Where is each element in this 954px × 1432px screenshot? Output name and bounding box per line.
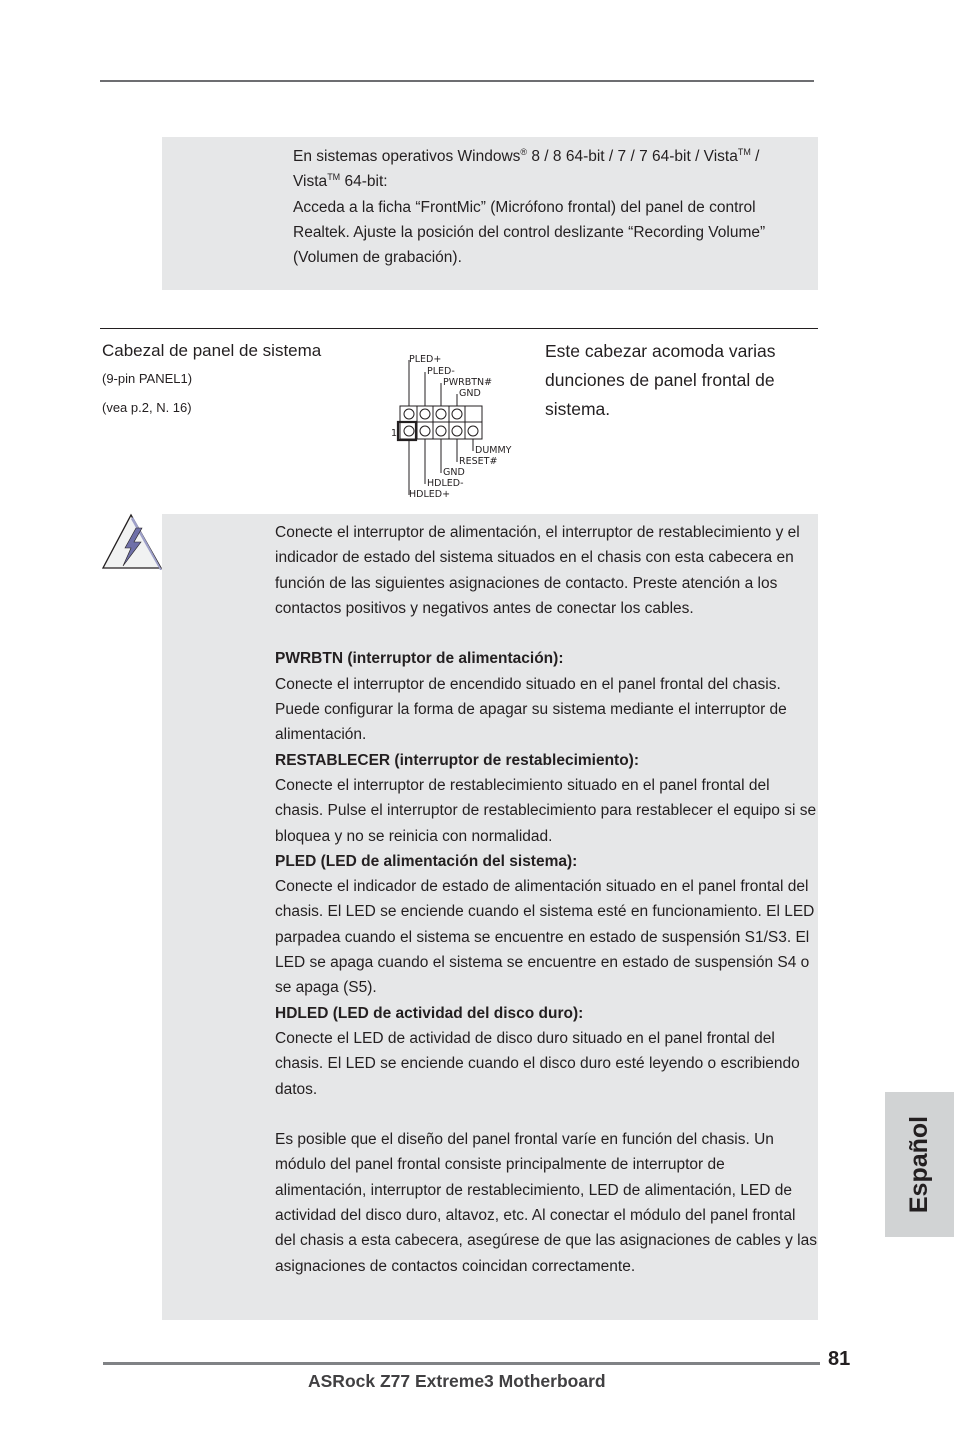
footer-title: ASRock Z77 Extreme3 Motherboard — [308, 1371, 606, 1391]
hdled-paragraph: Conecte el LED de actividad de disco duro situado en el panel frontal del chasis. El LED se enciende cuando el disco duro esté leyendo o escribiendo datos. — [275, 1029, 800, 1098]
os-line: En sistemas operativos Windows® 8 / 8 64-bit / 7 / 7 64-bit / Vista™ / Vista™ 64-bit: — [293, 147, 760, 191]
pin-label-hdled-plus: HDLED+ — [409, 489, 451, 500]
page-number: 81 — [828, 1348, 851, 1370]
recording-instructions: Acceda a la ficha “FrontMic” (Micrófono frontal) del panel de control Realtek. Ajuste la posición del control deslizante “Recording Volume” (Volumen de grabación). — [293, 198, 766, 267]
section-description: Este cabezar acomoda varias dunciones de panel frontal de sistema. — [545, 341, 776, 419]
pin-label-reset: RESET# — [459, 456, 498, 467]
pin-one-marker: 1 — [391, 428, 398, 439]
top-rule — [100, 80, 814, 82]
pwrbtn-heading: PWRBTN (interruptor de alimentación): — [275, 650, 564, 668]
reset-paragraph: Conecte el interruptor de restablecimiento situado en el panel frontal del chasis. Pulse el interruptor de restablecimiento para restablecer el equipo si se bloquea y no se reinicia con normalidad. — [275, 776, 817, 845]
pin-label-hdled-minus: HDLED- — [427, 478, 464, 489]
section-reference: (vea p.2, N. 16) — [102, 400, 192, 415]
pwrbtn-paragraph: Conecte el interruptor de encendido situado en el panel frontal del chasis. Puede configurar la forma de apagar su sistema mediante el interruptor de alimentación. — [275, 675, 787, 744]
pin-label-gnd-bottom: GND — [443, 467, 465, 478]
panel-instructions-text — [275, 520, 820, 1279]
intro-paragraph: Conecte el interruptor de alimentación, el interruptor de restablecimiento y el indicador de estado del sistema situados en el chasis con esta cabecera en función de las siguientes asignaciones de contacto. Preste atención a los contactos positivos y negativos antes de conectar los cables. — [275, 524, 800, 617]
hdled-heading: HDLED (LED de actividad del disco duro): — [275, 1004, 584, 1022]
footer-rule — [103, 1362, 820, 1365]
pled-heading: PLED (LED de alimentación del sistema): — [275, 852, 578, 870]
pled-paragraph: Conecte el indicador de estado de alimentación situado en el panel frontal del chasis. El LED se enciende cuando el sistema esté en funcionamiento. El LED parpadea cuando el sistema se encuentre en estado de suspensión S1/S3. El LED se apaga cuando el sistema se encuentre en estado de suspensión S4 o se apaga (S5). — [275, 878, 815, 997]
spacer — [275, 1102, 820, 1127]
language-tab-label: Español — [905, 1115, 933, 1214]
panel-header-pinout-diagram — [390, 348, 530, 504]
spacer — [275, 621, 820, 646]
pin-label-pled-plus: PLED+ — [409, 354, 442, 365]
section-rule — [100, 328, 818, 329]
pin-label-pwrbtn: PWRBTN# — [443, 377, 493, 388]
outro-paragraph: Es posible que el diseño del panel frontal varíe en función del chasis. Un módulo del panel frontal consiste principalmente de interruptor de alimentación, interruptor de restablecimiento, LED de alimentación, LED de actividad del disco duro, altavoz, etc. Al conectar el módulo del panel frontal del chasis a esta cabecera, asegúrese de que las asignaciones de cables y las asignaciones de contactos coincidan correctamente. — [275, 1131, 817, 1275]
recording-note-text — [293, 144, 813, 270]
section-title: Cabezal de panel de sistema — [102, 341, 322, 360]
pin-label-pled-minus: PLED- — [427, 366, 455, 377]
section-subtitle: (9-pin PANEL1) — [102, 371, 193, 386]
warning-lightning-icon — [100, 512, 164, 572]
reset-heading: RESTABLECER (interruptor de restablecimiento): — [275, 751, 640, 769]
pin-label-dummy: DUMMY — [475, 445, 512, 456]
pin-label-gnd-top: GND — [459, 388, 481, 399]
